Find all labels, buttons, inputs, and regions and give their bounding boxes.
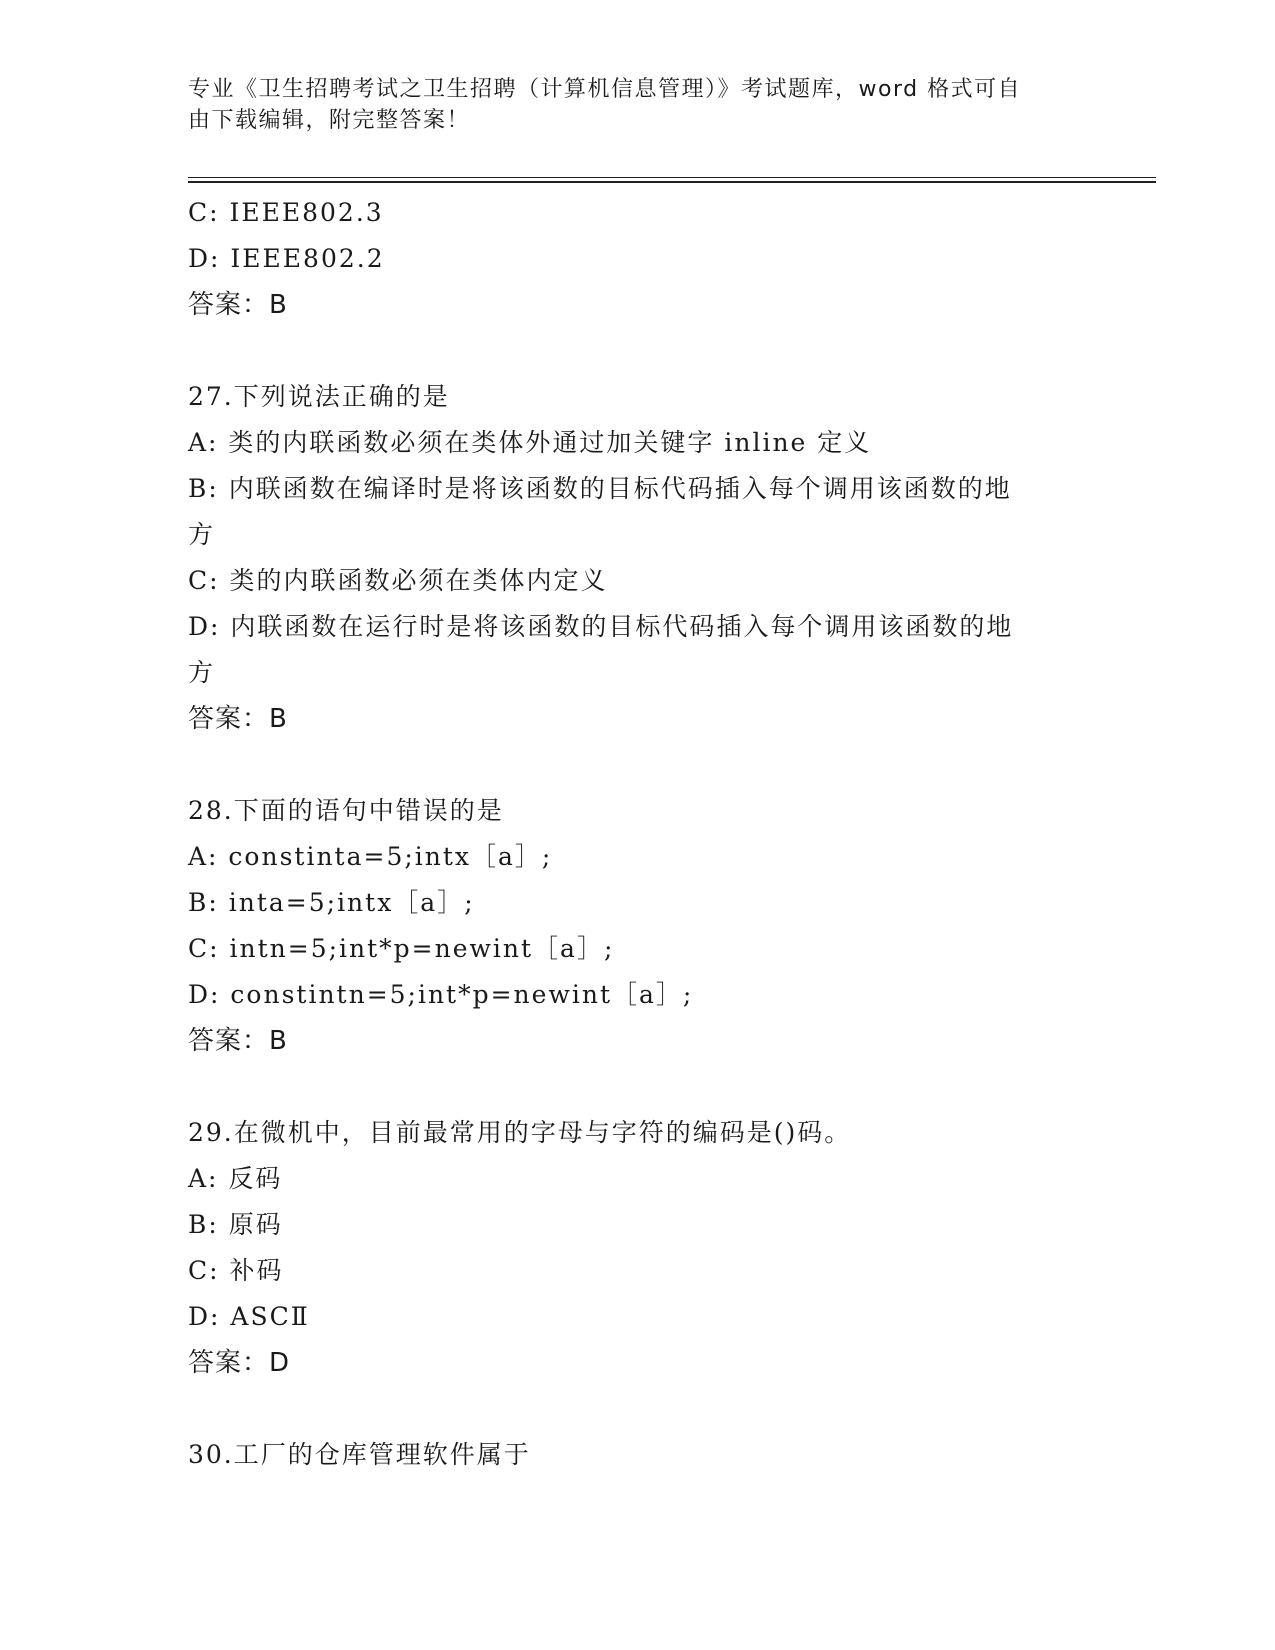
question-stem: 29.在微机中，目前最常用的字母与字符的编码是()码。 bbox=[188, 1118, 852, 1147]
option-c: C: IEEE802.3 bbox=[188, 198, 384, 227]
spacer bbox=[188, 1386, 1088, 1432]
header-divider-thick bbox=[188, 181, 1156, 183]
option-d: D: constintn=5;int*p=newint［a］; bbox=[188, 980, 694, 1009]
option-a: A: constinta=5;intx［a］; bbox=[188, 842, 553, 871]
spacer bbox=[188, 328, 1088, 374]
option-b-line-1: B: 内联函数在编译时是将该函数的目标代码插入每个调用该函数的地 bbox=[188, 474, 1012, 503]
option-a: A: 类的内联函数必须在类体外通过加关键字 inline 定义 bbox=[188, 428, 872, 457]
question-stem: 30.工厂的仓库管理软件属于 bbox=[188, 1440, 531, 1469]
question-29 bbox=[188, 1110, 1088, 1386]
option-b: B: inta=5;intx［a］; bbox=[188, 888, 475, 917]
header-divider-thin bbox=[188, 177, 1156, 178]
question-stem: 28.下面的语句中错误的是 bbox=[188, 796, 504, 825]
option-d-line-2: 方 bbox=[188, 658, 216, 687]
document-header bbox=[188, 74, 1078, 136]
answer: 答案：D bbox=[188, 1348, 291, 1378]
option-d: D: IEEE802.2 bbox=[188, 244, 385, 273]
option-c: C: 类的内联函数必须在类体内定义 bbox=[188, 566, 608, 595]
answer: 答案：B bbox=[188, 1026, 288, 1056]
option-d: D: ASCⅡ bbox=[188, 1302, 310, 1331]
option-c: C: intn=5;int*p=newint［a］; bbox=[188, 934, 615, 963]
answer: 答案：B bbox=[188, 704, 288, 734]
question-27 bbox=[188, 374, 1088, 742]
header-line-2: 由下载编辑，附完整答案！ bbox=[188, 108, 471, 133]
question-26-continued bbox=[188, 190, 1088, 328]
question-30 bbox=[188, 1432, 1088, 1478]
spacer bbox=[188, 742, 1088, 788]
question-stem: 27.下列说法正确的是 bbox=[188, 382, 450, 411]
answer: 答案：B bbox=[188, 290, 288, 320]
question-28 bbox=[188, 788, 1088, 1064]
header-line-1: 专业《卫生招聘考试之卫生招聘（计算机信息管理）》考试题库，word 格式可自 bbox=[188, 77, 1022, 102]
spacer bbox=[188, 1064, 1088, 1110]
option-c: C: 补码 bbox=[188, 1256, 284, 1285]
option-d-line-1: D: 内联函数在运行时是将该函数的目标代码插入每个调用该函数的地 bbox=[188, 612, 1014, 641]
option-a: A: 反码 bbox=[188, 1164, 283, 1193]
option-b: B: 原码 bbox=[188, 1210, 283, 1239]
option-b-line-2: 方 bbox=[188, 520, 216, 549]
question-list bbox=[188, 190, 1088, 1478]
